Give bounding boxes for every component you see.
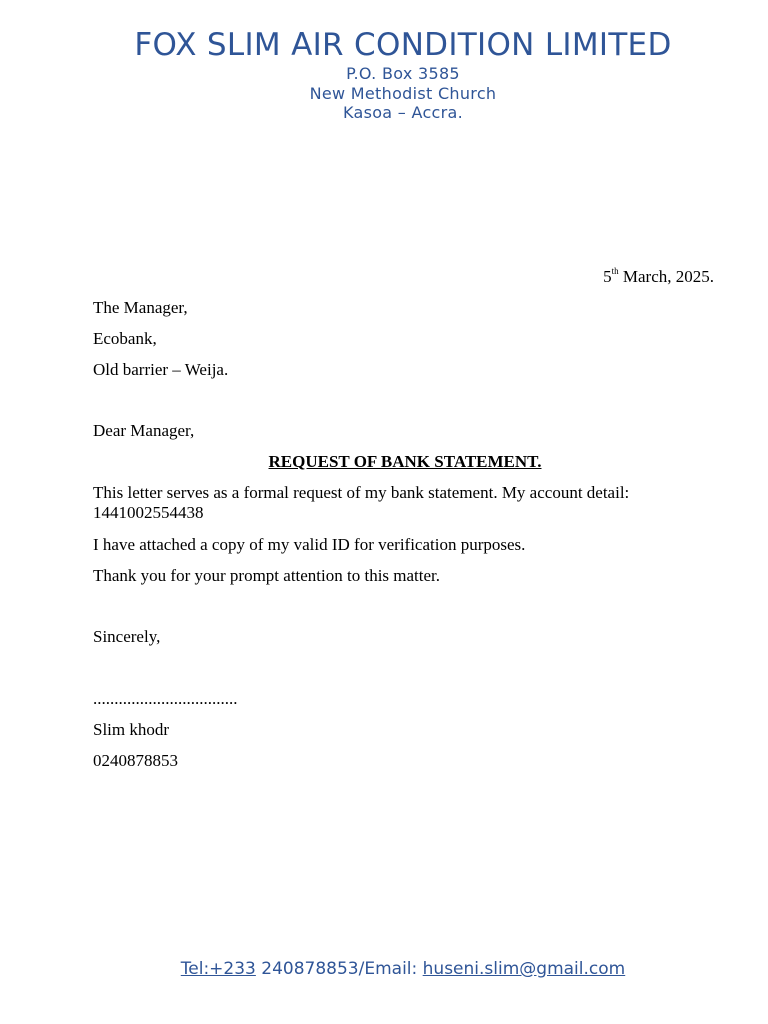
account-number: 1441002554438 xyxy=(93,503,204,522)
email-link[interactable]: huseni.slim@gmail.com xyxy=(422,959,626,979)
footer-contact xyxy=(0,958,768,980)
recipient-bank: Ecobank, xyxy=(93,329,157,348)
address-street: New Methodist Church xyxy=(309,83,497,103)
letter-date xyxy=(603,267,714,287)
signature-line: .................................. xyxy=(93,689,238,708)
signer-name: Slim khodr xyxy=(93,720,170,739)
address-po-box: P.O. Box 3585 xyxy=(346,64,460,83)
body-paragraph-2: I have attached a copy of my valid ID for verification purposes. xyxy=(93,535,526,554)
date-day: 5 xyxy=(603,267,612,286)
closing: Sincerely, xyxy=(93,627,161,646)
company-name: FOX SLIM AIR CONDITION LIMITED xyxy=(134,27,672,63)
tel-number: 240878853/Email: xyxy=(255,959,423,979)
body-paragraph-3: Thank you for your prompt attention to this matter. xyxy=(93,566,441,585)
body-paragraph-1-line-1: This letter serves as a formal request of my bank statement. My account detail: xyxy=(93,483,630,502)
signer-phone: 0240878853 xyxy=(93,751,178,770)
date-suffix: th xyxy=(611,266,619,276)
subject-heading: REQUEST OF BANK STATEMENT. xyxy=(268,452,542,471)
date-month-year: March, 2025. xyxy=(618,267,714,286)
address-city: Kasoa – Accra. xyxy=(342,103,464,122)
letterhead xyxy=(0,26,768,123)
salutation: Dear Manager, xyxy=(93,421,195,440)
recipient-location: Old barrier – Weija. xyxy=(93,360,229,379)
tel-link[interactable]: Tel:+233 xyxy=(180,959,256,979)
recipient-title: The Manager, xyxy=(93,298,188,317)
